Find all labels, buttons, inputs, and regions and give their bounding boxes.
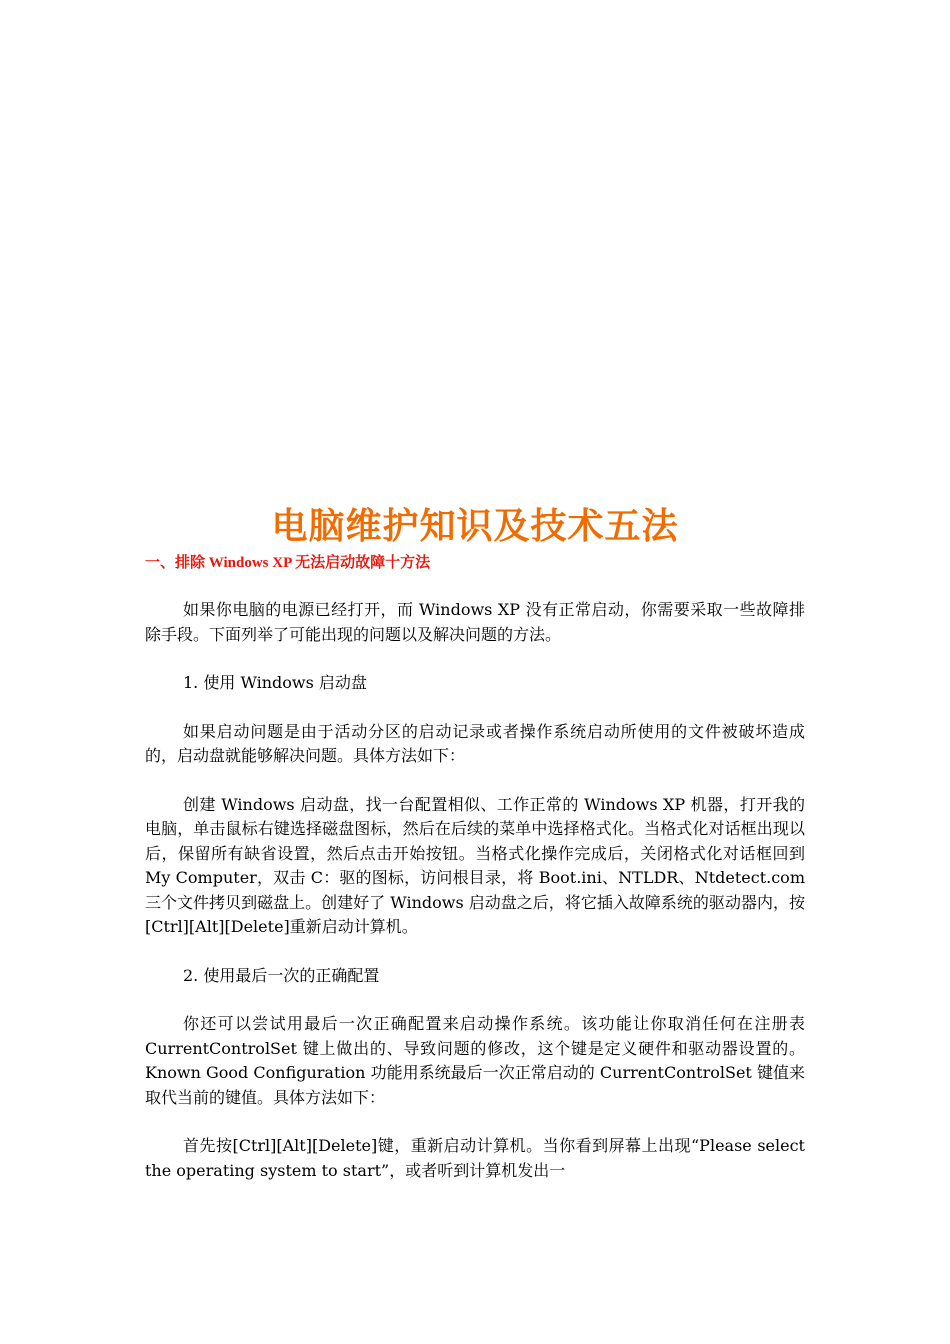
section-heading: 一、排除 Windows XP 无法启动故障十方法 [145,555,431,571]
step-heading-1: 1. 使用 Windows 启动盘 [183,673,367,692]
paragraph-last-known-good: 你还可以尝试用最后一次正确配置来启动操作系统。该功能让你取消任何在注册表 CurrentControlSet 键上做出的、导致问题的修改，这个键是定义硬件和驱动器设置的。Known Good Configuration 功能用系统最后一次正常启动的 CurrentControlSet 键值来取代当前的键值。具体方法如下： [145,1014,805,1107]
document-title: 电脑维护知识及技术五法 [271,505,679,547]
paragraph-intro: 如果你电脑的电源已经打开，而 Windows XP 没有正常启动，你需要采取一些故障排除手段。下面列举了可能出现的问题以及解决问题的方法。 [145,600,805,644]
paragraph-boot-disk-cause: 如果启动问题是由于活动分区的启动记录或者操作系统启动所使用的文件被破坏造成的，启动盘就能够解决问题。具体方法如下： [145,721,805,765]
paragraph-restart-instructions: 首先按[Ctrl][Alt][Delete]键，重新启动计算机。当你看到屏幕上出现“Please select the operating system to start”，或者听到计算机发出一 [145,1136,805,1180]
document-body [145,598,805,1183]
paragraph-boot-disk-method: 创建 Windows 启动盘，找一台配置相似、工作正常的 Windows XP 机器，打开我的电脑，单击鼠标右键选择磁盘图标，然后在后续的菜单中选择格式化。当格式化对话框出现以后，保留所有缺省设置，然后点击开始按钮。当格式化操作完成后，关闭格式化对话框回到 My Computer，双击 C：驱的图标，访问根目录，将 Boot.ini、NTLDR、Ntdetect.com 三个文件拷贝到磁盘上。创建好了 Windows 启动盘之后，将它插入故障系统的驱动器内，按[Ctrl][Alt][Delete]重新启动计算机。 [145,794,805,936]
step-heading-2: 2. 使用最后一次的正确配置 [183,965,380,985]
